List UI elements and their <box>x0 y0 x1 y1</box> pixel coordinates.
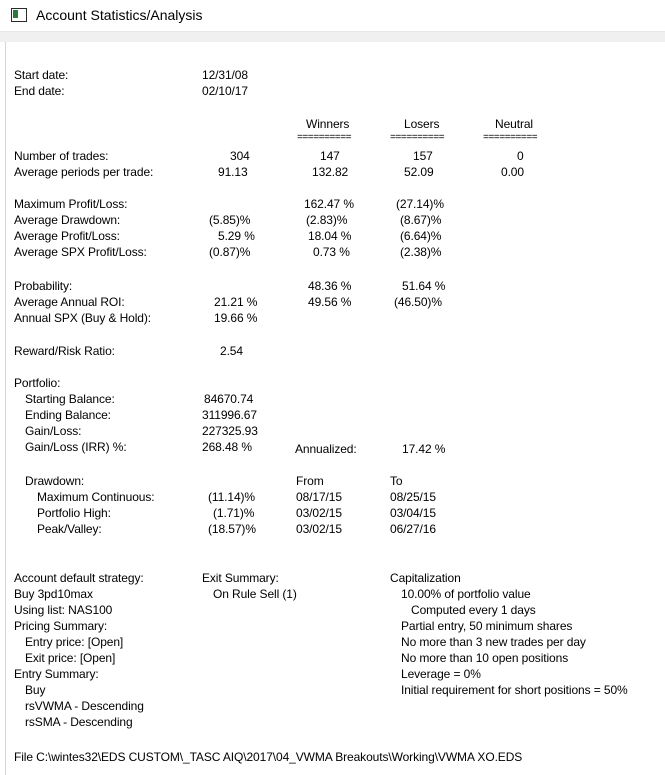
exit-summary-label: Exit Summary: <box>202 571 279 585</box>
probability-label: Probability: <box>14 279 73 293</box>
entry-rule-2: rsSMA - Descending <box>25 715 133 729</box>
neutral-header: Neutral <box>495 117 533 131</box>
capitalization-line-5: No more than 10 open positions <box>401 651 569 665</box>
gain-loss-label: Gain/Loss: <box>25 424 82 438</box>
capitalization-line-3: Partial entry, 50 minimum shares <box>401 619 573 633</box>
max-pl-losers: (27.14)% <box>396 197 444 211</box>
losers-underline: ========== <box>390 133 445 144</box>
entry-summary-label: Entry Summary: <box>14 667 99 681</box>
neutral-underline: ========== <box>483 133 538 144</box>
entry-price: Entry price: [Open] <box>25 635 124 649</box>
winners-header: Winners <box>306 117 350 131</box>
start-date-label: Start date: <box>14 68 69 82</box>
reward-risk-label: Reward/Risk Ratio: <box>14 344 115 358</box>
avg-pl-label: Average Profit/Loss: <box>14 229 120 243</box>
start-date-value: 12/31/08 <box>202 68 248 82</box>
peak-valley-from: 03/02/15 <box>296 522 342 536</box>
window-title: Account Statistics/Analysis <box>36 7 203 23</box>
end-date-label: End date: <box>14 84 65 98</box>
max-continuous-from: 08/17/15 <box>296 490 342 504</box>
capitalization-line-2: Computed every 1 days <box>411 603 536 617</box>
avg-pl-winners: 18.04 % <box>308 229 352 243</box>
exit-rule: On Rule Sell (1) <box>213 587 297 601</box>
reward-risk-value: 2.54 <box>220 344 243 358</box>
capitalization-line-7: Initial requirement for short positions = 50% <box>401 683 628 697</box>
portfolio-high-to: 03/04/15 <box>390 506 436 520</box>
annualized-value: 17.42 % <box>402 442 446 456</box>
avg-pl-losers: (6.64)% <box>400 229 442 243</box>
num-trades-label: Number of trades: <box>14 149 109 163</box>
drawdown-from-header: From <box>296 474 324 488</box>
report-panel <box>5 42 665 775</box>
starting-balance-label: Starting Balance: <box>25 392 115 406</box>
num-trades-all: 304 <box>230 149 250 163</box>
num-trades-winners: 147 <box>320 149 340 163</box>
title-bar <box>0 0 665 32</box>
peak-valley-to: 06/27/16 <box>390 522 436 536</box>
annualized-label: Annualized: <box>295 442 357 456</box>
avg-periods-winners: 132.82 <box>312 165 349 179</box>
gain-loss-irr-value: 268.48 % <box>202 440 252 454</box>
default-strategy-label: Account default strategy: <box>14 571 144 585</box>
end-date-value: 02/10/17 <box>202 84 248 98</box>
ending-balance-value: 311996.67 <box>202 408 257 422</box>
ending-balance-label: Ending Balance: <box>25 408 111 422</box>
avg-spx-pl-winners: 0.73 % <box>313 245 350 259</box>
portfolio-high-label: Portfolio High: <box>37 506 111 520</box>
max-continuous-value: (11.14)% <box>208 490 256 504</box>
annual-spx-all: 19.66 % <box>214 311 258 325</box>
probability-losers: 51.64 % <box>402 279 446 293</box>
avg-periods-neutral: 0.00 <box>501 165 524 179</box>
peak-valley-value: (18.57)% <box>208 522 256 536</box>
avg-drawdown-all: (5.85)% <box>209 213 251 227</box>
max-pl-label: Maximum Profit/Loss: <box>14 197 128 211</box>
capitalization-line-1: 10.00% of portfolio value <box>401 587 531 601</box>
avg-drawdown-winners: (2.83)% <box>306 213 348 227</box>
pricing-summary-label: Pricing Summary: <box>14 619 108 633</box>
entry-rule-1: rsVWMA - Descending <box>25 699 144 713</box>
capitalization-label: Capitalization <box>390 571 461 585</box>
max-continuous-label: Maximum Continuous: <box>37 490 155 504</box>
gain-loss-irr-label: Gain/Loss (IRR) %: <box>25 440 127 454</box>
annual-roi-losers: (46.50)% <box>394 295 442 309</box>
max-continuous-to: 08/25/15 <box>390 490 436 504</box>
peak-valley-label: Peak/Valley: <box>37 522 102 536</box>
avg-spx-pl-label: Average SPX Profit/Loss: <box>14 245 147 259</box>
drawdown-label: Drawdown: <box>25 474 85 488</box>
gain-loss-value: 227325.93 <box>202 424 258 438</box>
capitalization-line-6: Leverage = 0% <box>401 667 481 681</box>
portfolio-label: Portfolio: <box>14 376 61 390</box>
avg-periods-losers: 52.09 <box>404 165 434 179</box>
capitalization-line-4: No more than 3 new trades per day <box>401 635 586 649</box>
portfolio-high-from: 03/02/15 <box>296 506 342 520</box>
entry-buy: Buy <box>25 683 46 697</box>
winners-underline: ========== <box>297 133 352 144</box>
using-list: Using list: NAS100 <box>14 603 113 617</box>
title-separator <box>0 32 665 42</box>
losers-header: Losers <box>404 117 440 131</box>
avg-periods-all: 91.13 <box>218 165 248 179</box>
starting-balance-value: 84670.74 <box>204 392 254 406</box>
max-pl-winners: 162.47 % <box>304 197 354 211</box>
avg-periods-label: Average periods per trade: <box>14 165 154 179</box>
avg-spx-pl-losers: (2.38)% <box>400 245 442 259</box>
avg-drawdown-losers: (8.67)% <box>400 213 442 227</box>
file-path: File C:\wintes32\EDS CUSTOM\_TASC AIQ\2017\04_VWMA Breakouts\Working\VWMA XO.EDS <box>14 750 523 764</box>
annual-roi-winners: 49.56 % <box>308 295 352 309</box>
avg-drawdown-label: Average Drawdown: <box>14 213 121 227</box>
strategy-name: Buy 3pd10max <box>14 587 93 601</box>
annual-roi-all: 21.21 % <box>214 295 258 309</box>
avg-pl-all: 5.29 % <box>218 229 255 243</box>
num-trades-losers: 157 <box>413 149 433 163</box>
annual-spx-label: Annual SPX (Buy & Hold): <box>14 311 152 325</box>
window-app-icon[interactable] <box>11 8 27 22</box>
num-trades-neutral: 0 <box>517 149 524 163</box>
avg-spx-pl-all: (0.87)% <box>209 245 251 259</box>
probability-winners: 48.36 % <box>308 279 352 293</box>
portfolio-high-value: (1.71)% <box>213 506 255 520</box>
annual-roi-label: Average Annual ROI: <box>14 295 125 309</box>
exit-price: Exit price: [Open] <box>25 651 116 665</box>
drawdown-to-header: To <box>390 474 403 488</box>
